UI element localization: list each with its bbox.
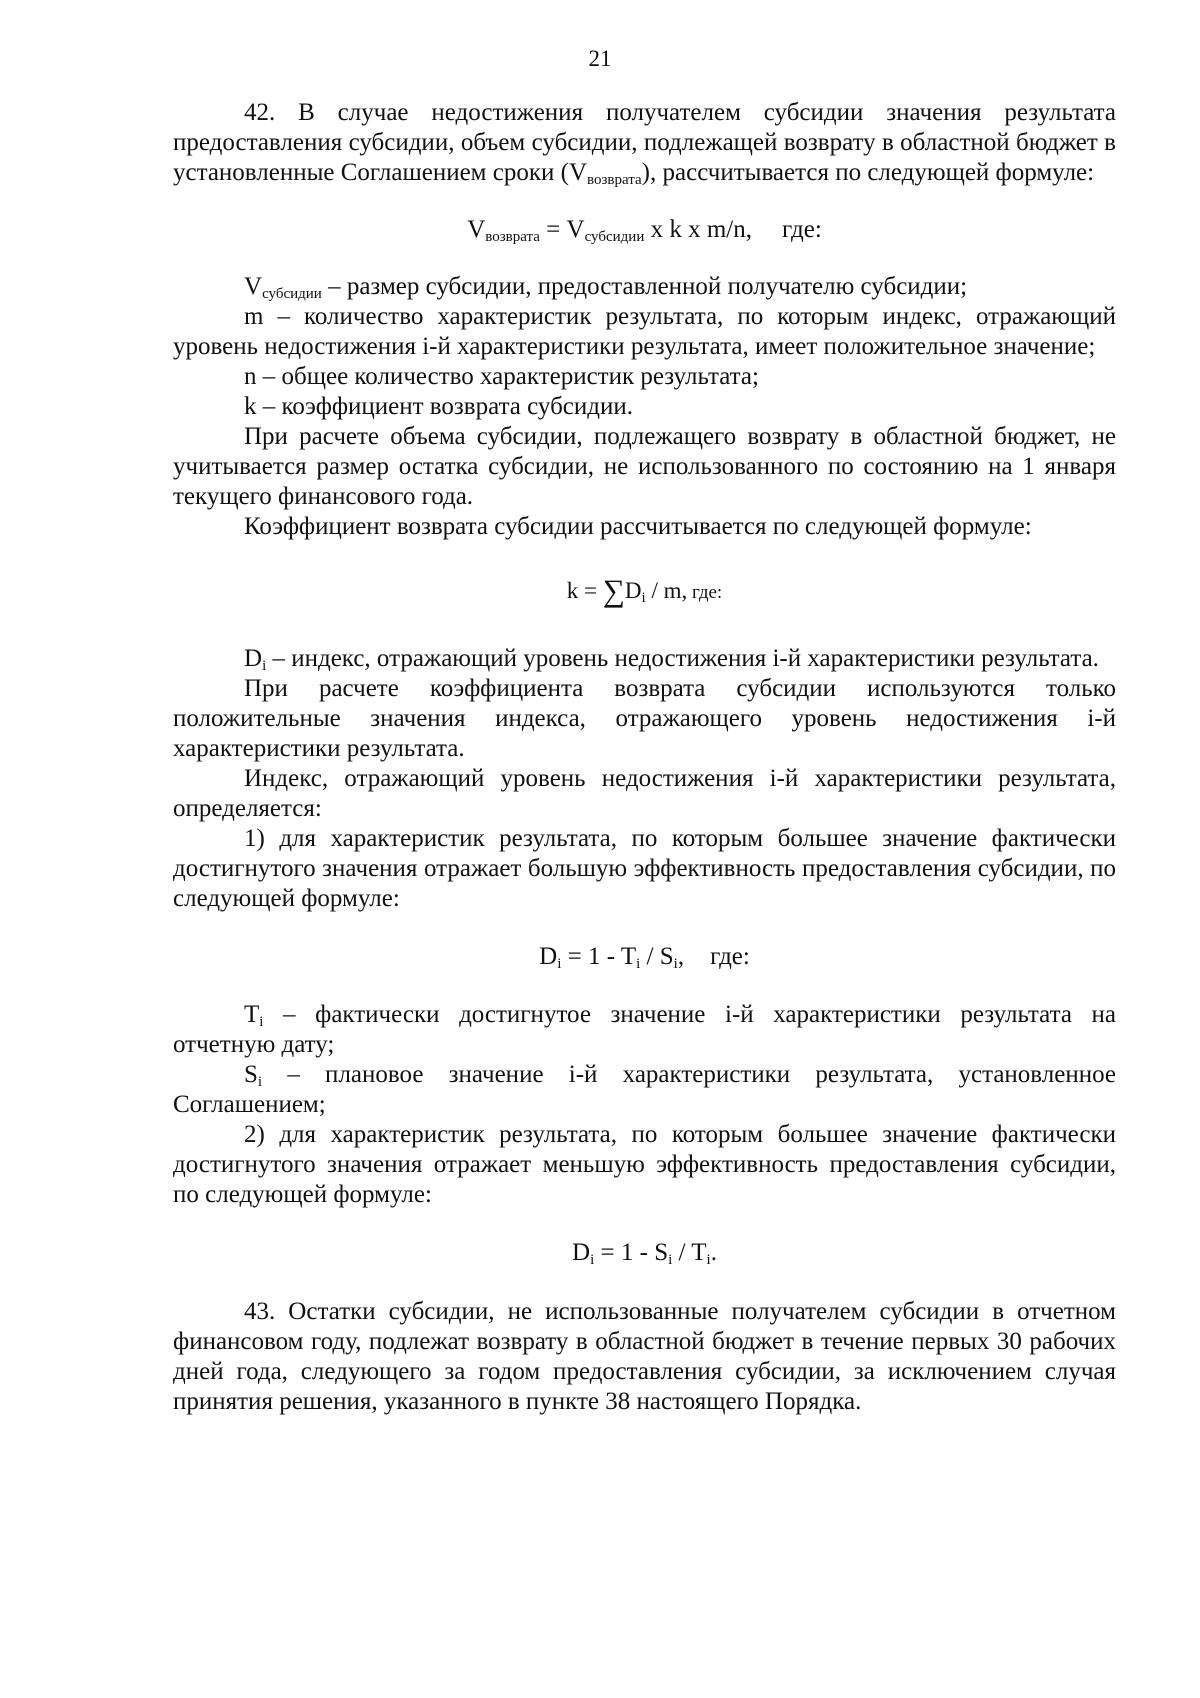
formula-refund-volume: [173, 215, 1116, 245]
formula-d2-d: D: [572, 1239, 591, 1266]
formula-d2-mid2: / T: [672, 1239, 707, 1266]
definition-v-text: – размер субсидии, предоставленной получателю субсидии;: [321, 273, 968, 300]
sum-symbol: ∑: [602, 573, 625, 608]
formula-d1-end: ,: [677, 943, 685, 970]
formula-refund-v-subscript: возврата: [485, 229, 540, 245]
paragraph-43: 43. Остатки субсидии, не использованные получателем субсидии в отчетном финансовом году, подлежат возврату в областной бюджет в течение первых 30 рабочих дней года, следующего за годом предоставления субсидии, за исключением случая принятия решения, указанного в пункте 38 настоящего Порядка.: [173, 1298, 1116, 1415]
formula-refund-subsidy-subscript: субсидии: [584, 229, 645, 245]
paragraph-42-lead: 42. В случае недостижения получателем субсидии значения результата предоставления субсидии, объем субсидии, подлежащей возврату в областной бюджет в установленные Соглашением сроки (V: [173, 99, 1116, 186]
definition-si-symbol: S: [244, 1061, 258, 1088]
paragraph-42-tail: ), рассчитывается по следующей формуле:: [641, 159, 1095, 186]
paragraph-case-2: 2) для характеристик результата, по которым большее значение фактически достигнутого значения отражает меньшую эффективность предоставления субсидии, по следующей формуле:: [173, 1121, 1116, 1208]
page-number: 21: [588, 46, 612, 71]
formula-d1-mid: = 1 - T: [561, 943, 637, 970]
formula-refund-eq: = V: [539, 216, 585, 243]
definition-si: [173, 1060, 1116, 1120]
definition-di-symbol: D: [244, 645, 263, 672]
formula-refund-rest: x k x m/n,: [644, 216, 752, 243]
document-body: [173, 98, 1116, 1417]
formula-d2-t-subscript: i: [706, 1252, 711, 1268]
formula-d2-d-subscript: i: [590, 1252, 595, 1268]
definition-ti-subscript: i: [259, 1014, 264, 1030]
formula-refund-where: где:: [782, 216, 822, 243]
definition-v-subscript: субсидии: [262, 286, 322, 302]
definition-si-subscript: i: [257, 1074, 263, 1090]
definition-di: [173, 644, 1116, 674]
definition-ti-symbol: T: [244, 1001, 260, 1028]
definition-m: m – количество характеристик результата, по которым индекс, отражающий уровень недостижения i-й характеристики результата, имеет положительное значение;: [173, 303, 1116, 360]
paragraph-index-definition: Индекс, отражающий уровень недостижения i-й характеристики результата, определяется:: [173, 765, 1116, 822]
definition-ti-text: – фактически достигнутое значение i-й характеристики результата на отчетную дату;: [173, 1001, 1116, 1058]
formula-k-d: D: [624, 578, 642, 603]
formula-refund-v: V: [467, 216, 486, 243]
definition-v-subsidy: [173, 272, 1116, 302]
definition-ti: [173, 1000, 1116, 1060]
definition-si-text: – плановое значение i-й характеристики результата, установленное Соглашением;: [173, 1061, 1116, 1118]
paragraph-remainder: При расчете объема субсидии, подлежащего возврату в областной бюджет, не учитывается размер остатка субсидии, не использованного по состоянию на 1 января текущего финансового года.: [173, 423, 1116, 510]
formula-coefficient: [173, 571, 1116, 613]
paragraph-positive-values: При расчете коэффициента возврата субсидии используются только положительные значения индекса, отражающего уровень недостижения i-й характеристики результата.: [173, 675, 1116, 762]
formula-d1-d: D: [539, 943, 558, 970]
paragraph-coefficient-intro: Коэффициент возврата субсидии рассчитывается по следующей формуле:: [244, 513, 1032, 540]
formula-d1-where: где:: [710, 943, 750, 970]
formula-d2-mid: = 1 - S: [594, 1239, 669, 1266]
formula-d2-end: .: [710, 1239, 717, 1266]
definition-n: n – общее количество характеристик результата;: [244, 363, 759, 390]
paragraph-42: [173, 98, 1116, 188]
formula-index-1: [173, 942, 1116, 972]
formula-d1-mid2: / S: [640, 943, 674, 970]
definition-di-subscript: i: [262, 658, 267, 674]
formula-k-where: где:: [687, 582, 723, 603]
paragraph-case-1: 1) для характеристик результата, по которым большее значение фактически достигнутого значения отражает большую эффективность предоставления субсидии, по следующей формуле:: [173, 825, 1116, 912]
definition-v-symbol: V: [244, 273, 263, 300]
formula-k-rest: / m,: [645, 578, 688, 603]
formula-d1-s-subscript: i: [673, 956, 678, 972]
formula-index-2: [173, 1238, 1116, 1268]
definition-di-text: – индекс, отражающий уровень недостижения i-й характеристики результата.: [266, 645, 1099, 672]
formula-d2-s-subscript: i: [668, 1252, 673, 1268]
formula-d1-t-subscript: i: [636, 956, 641, 972]
paragraph-42-subscript: возврата: [587, 172, 642, 188]
formula-k-d-subscript: i: [641, 590, 646, 606]
formula-k-lhs: k =: [566, 578, 603, 603]
definition-k: k – коэффициент возврата субсидии.: [244, 393, 634, 420]
formula-d1-d-subscript: i: [557, 956, 562, 972]
